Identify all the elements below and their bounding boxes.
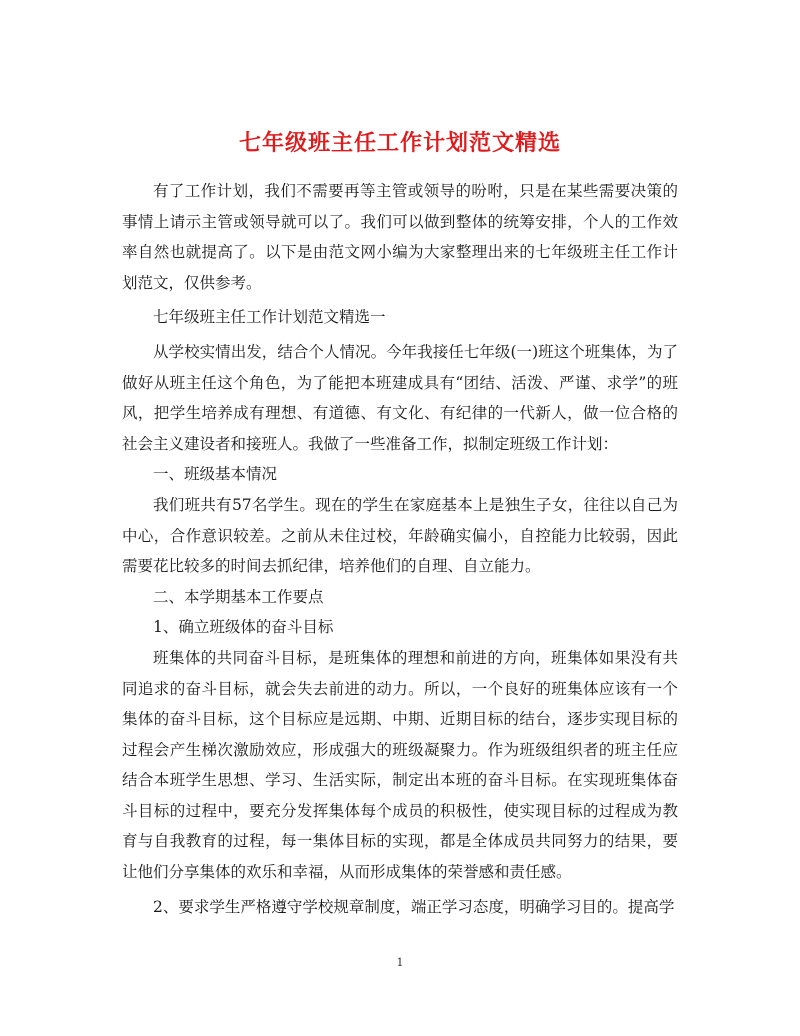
paragraph-heading-work-points: 二、本学期基本工作要点 — [153, 587, 324, 606]
document-title: 七年级班主任工作计划范文精选 — [238, 129, 561, 156]
paragraph-intro: 有了工作计划，我们不需要再等主管或领导的吩咐，只是在某些需要决策的事情上请示主管或领导就可以了。我们可以做到整体的统筹安排，个人的工作效率自然也就提高了。以下是由范文网小编为大家整理出来的七年级班主任工作计划范文，仅供参考。 — [122, 182, 678, 292]
paragraph-section-heading: 七年级班主任工作计划范文精选一 — [153, 308, 386, 327]
paragraph-goal: 班集体的共同奋斗目标，是班集体的理想和前进的方向，班集体如果没有共同追求的奋斗目标，就会失去前进的动力。所以，一个良好的班集体应该有一个集体的奋斗目标，这个目标应是远期、中期、近期目标的结台，逐步实现目标的过程会产生梯次激励效应，形成强大的班级凝聚力。作为班级组织者的班主任应结合本班学生思想、学习、生活实际，制定出本班的奋斗目标。在实现班集体奋斗目标的过程中，要充分发挥集体每个成员的积极性，使实现目标的过程成为教育与自我教育的过程，每一集体目标的实现，都是全体成员共同努力的结果，要让他们分享集体的欢乐和幸福，从而形成集体的荣誉感和责任感。 — [122, 648, 678, 882]
paragraph-discipline: 2、要求学生严格遵守学校规章制度，端正学习态度，明确学习目的。提高学 — [153, 897, 675, 916]
paragraph-heading-class-situation: 一、班级基本情况 — [153, 465, 278, 484]
page-number: 1 — [396, 956, 404, 969]
paragraph-plan-overview: 从学校实情出发，结合个人情况。今年我接任七年级(一)班这个班集体，为了做好从班主任这个角色，为了能把本班建成具有“团结、活泼、严谨、求学”的班风，把学生培养成有理想、有道德、有文化、有纪律的一代新人，做一位合格的社会主义建设者和接班人。我做了一些准备工作，拟制定班级工作计划： — [122, 342, 678, 453]
paragraph-heading-goal: 1、确立班级体的奋斗目标 — [153, 618, 334, 637]
document-body — [122, 176, 678, 922]
paragraph-class-situation: 我们班共有57名学生。现在的学生在家庭基本上是独生子女，往往以自己为中心，合作意识较差。之前从未住过校，年龄确实偏小，自控能力比较弱，因此需要花比较多的时间去抓纪律，培养他们的自理、自立能力。 — [122, 495, 678, 576]
